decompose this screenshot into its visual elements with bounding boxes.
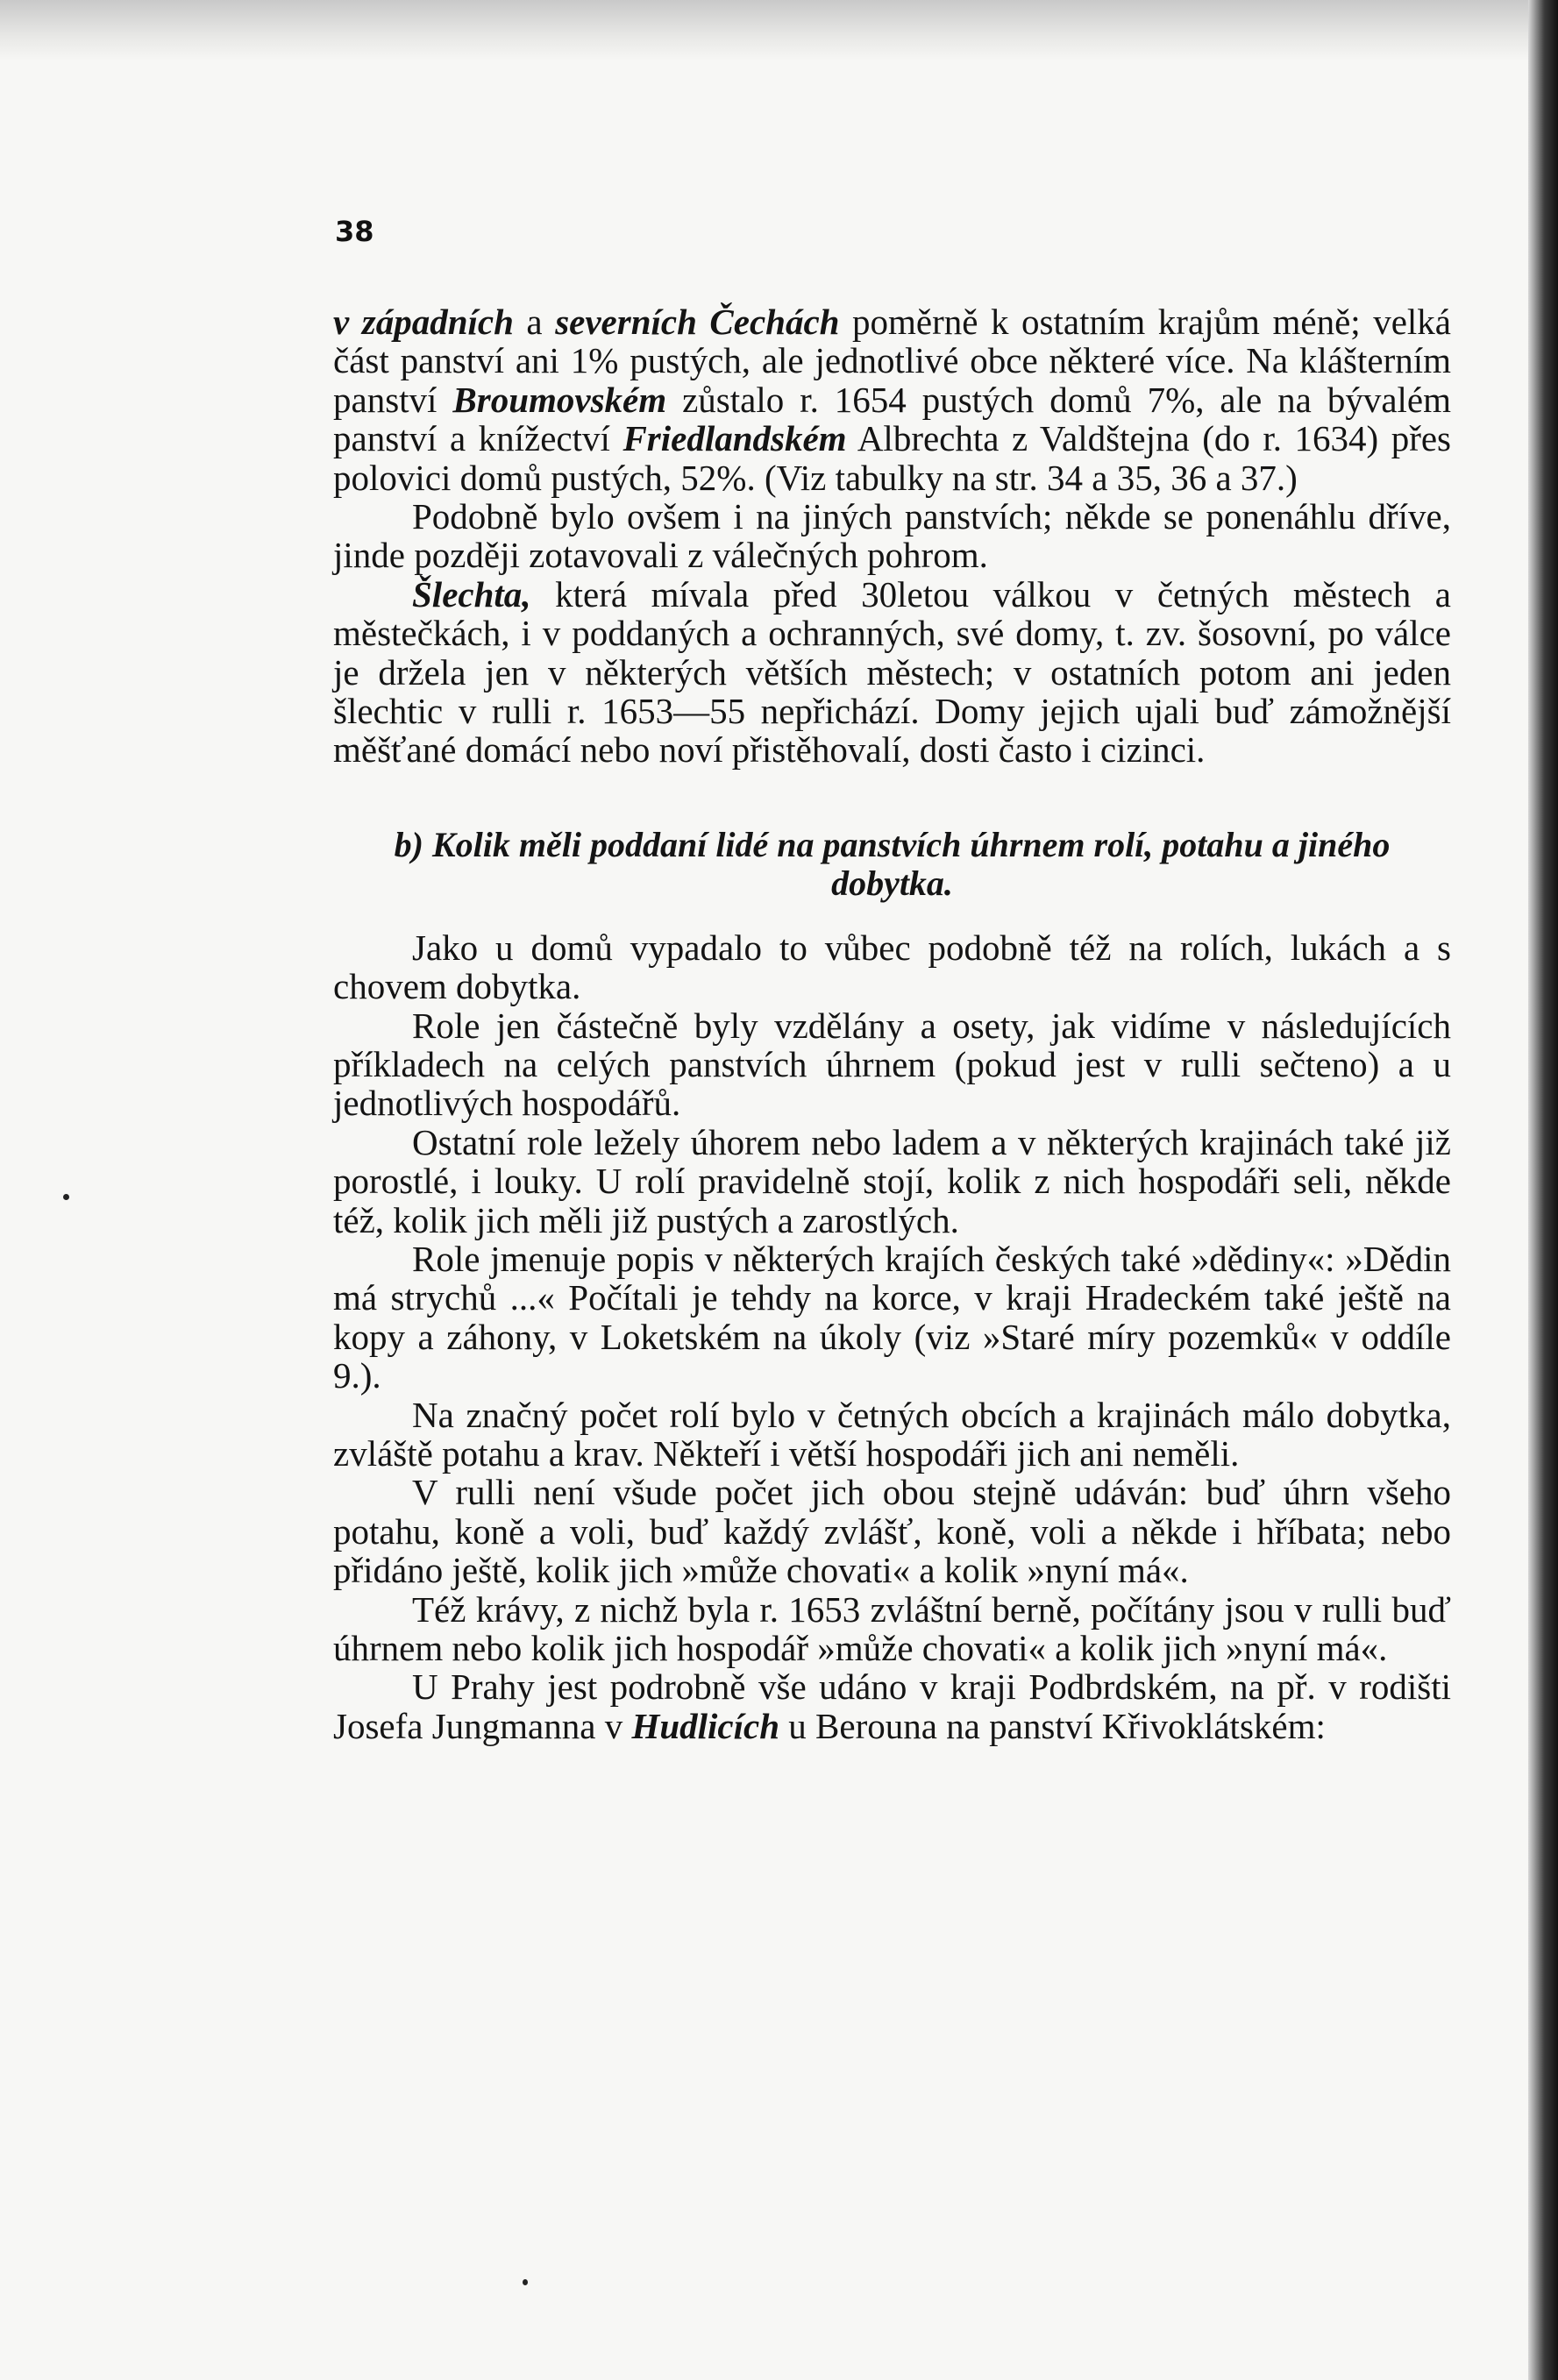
text-run: V rulli není všude počet jich obou stejně udáván: buď úhrn všeho potahu, koně a voli, buď každý zvlášť, koně, voli a někde i hříbata; nebo přidáno ještě, kolik jich »může chovati« a kolik »nyní má«.: [333, 1472, 1451, 1591]
scan-speck: [523, 2279, 528, 2285]
spacer: [333, 904, 1451, 928]
text-run: poměrně k ostatním krajům méně; velká část panství ani 1% pustých, ale jednotlivé obce některé více. Na klášterním panství: [333, 302, 1451, 420]
scan-top-edge: [0, 0, 1558, 61]
heading-prefix: b): [394, 824, 423, 864]
paragraph: [333, 575, 1451, 770]
body-text: [333, 302, 1451, 1745]
scan-speck: [63, 1194, 69, 1200]
heading-line-1: [333, 826, 1451, 864]
emphasis-text: Friedlandském: [622, 418, 847, 459]
spacer: [333, 770, 1451, 826]
paragraph: [333, 1123, 1451, 1240]
section-heading: [333, 826, 1451, 904]
paragraph: [333, 1396, 1451, 1474]
text-run: která mívala před 30letou válkou v četných městech a městečkách, i v poddaných a ochranných, své domy, t. zv. šosovní, po válce je držela jen v některých větších městech; v ostatních potom ani jeden šlechtic v rulli r. 1653—55 nepřichází. Domy jejich ujali buď zámožnější měšťané domácí nebo noví přistěhovalí, dosti často i cizinci.: [333, 573, 1451, 771]
text-run: u Berouna na panství Křivoklátském:: [779, 1705, 1326, 1746]
emphasis-text: Šlechta,: [412, 573, 531, 615]
text-run: Albrechta z Valdštejna (do r. 1634) přes polovici domů pustých, 52%. (Viz tabulky na str. 34 a 35, 36 a 37.): [333, 418, 1452, 498]
text-run: Ostatní role ležely úhorem nebo ladem a v některých krajinách také již porostlé, i louky. U rolí pravidelně stojí, kolik z nich hospodáři seli, někde též, kolik jich měli již pustých a zarostlých.: [333, 1121, 1451, 1240]
paragraph: [333, 1473, 1451, 1589]
paragraph: [333, 302, 1451, 497]
heading-title: Kolik měli poddaní lidé na panstvích úhrnem rolí, potahu a jiného: [431, 824, 1391, 864]
text-run: Na značný počet rolí bylo v četných obcích a krajinách málo dobytka, zvláště potahu a krav. Někteří i větší hospodáři jich ani neměli.: [333, 1394, 1451, 1474]
emphasis-text: Broumovském: [452, 379, 667, 420]
text-run: zůstalo r. 1654 pustých domů 7%, ale na bývalém panství a knížectví: [333, 379, 1451, 459]
text-run: Též krávy, z nichž byla r. 1653 zvláštní berně, počítány jsou v rulli buď úhrnem nebo kolik jich hospodář »může chovati« a kolik jich »nyní má«.: [333, 1588, 1451, 1668]
text-run: Podobně bylo ovšem i na jiných panstvích; někde se ponenáhlu dříve, jinde později zotavovali z válečných pohrom.: [333, 496, 1451, 576]
text-run: Role jmenuje popis v některých krajích českých také »dědiny«: »Dědin má strychů ...« Počítali je tehdy na korce, v kraji Hradeckém také ještě na kopy a záhony, v Loketském na úkoly (viz »Staré míry pozemků« v oddíle 9.).: [333, 1238, 1451, 1396]
section-intro: [333, 302, 1451, 770]
text-run: a: [513, 302, 556, 342]
paragraph: [333, 1667, 1451, 1745]
text-run: U Prahy jest podrobně vše udáno v kraji Podbrdském, na př. v rodišti Josefa Jungmanna v: [333, 1666, 1451, 1746]
emphasis-text: severních Čechách: [555, 302, 840, 342]
paragraph: [333, 928, 1451, 1006]
section-fields: [333, 928, 1451, 1746]
emphasis-text: Hudlicích: [631, 1705, 780, 1746]
paragraph: [333, 1240, 1451, 1396]
text-run: Role jen částečně byly vzdělány a osety, jak vidíme v následujících příkladech na celých panstvích úhrnem (pokud jest v rulli sečteno) a u jednotlivých hospodářů.: [333, 1005, 1451, 1124]
heading-line-2: dobytka.: [831, 863, 953, 904]
text-run: Jako u domů vypadalo to vůbec podobně též na rolích, lukách a s chovem dobytka.: [333, 927, 1451, 1007]
paragraph: [333, 1590, 1451, 1668]
page-number: 38: [335, 215, 374, 248]
emphasis-text: v západních: [333, 302, 514, 342]
paragraph: [333, 497, 1451, 575]
paragraph: [333, 1006, 1451, 1123]
scan-right-edge: [1528, 0, 1558, 2380]
